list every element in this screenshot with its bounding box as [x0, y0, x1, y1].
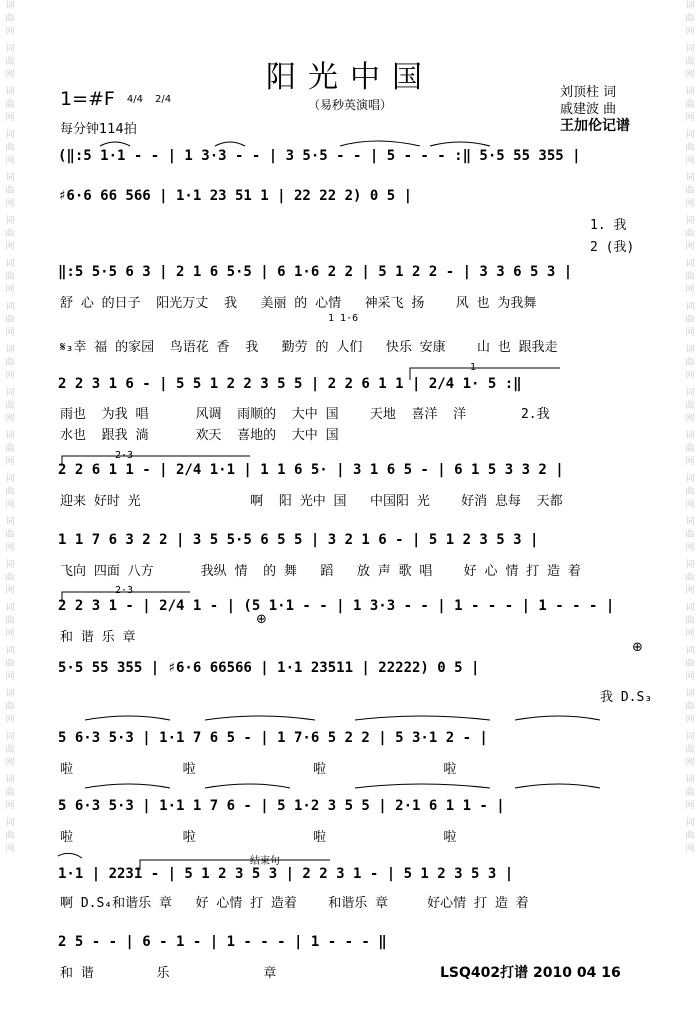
volta-bracket — [62, 456, 250, 466]
volta-bracket — [410, 368, 560, 380]
slur — [340, 141, 420, 146]
volta-1-label: 1 — [470, 362, 477, 373]
watermark-text: 词曲网 — [5, 603, 15, 639]
lyric-line-2b: 2 (我) — [590, 240, 635, 255]
watermark-text: 词曲网 — [685, 818, 695, 854]
lyric-line-12: 和 谐 乐 章 — [60, 966, 277, 981]
watermark-text: 词曲网 — [685, 87, 695, 123]
lyric-line-4b: 水也 跟我 淌 欢天 喜地的 大中 国 — [60, 428, 339, 443]
slur — [215, 142, 245, 146]
lyric-line-7: 和 谐 乐 章 — [60, 630, 136, 645]
watermark-text: 词曲网 — [5, 388, 15, 424]
watermark-text: 词曲网 — [685, 302, 695, 338]
notation-line-11: 1·1 | 2231 - | 5 1 2 3 5 3 | 2 2 3 1 - | 5 1 2 3 5 3 | — [58, 866, 514, 882]
watermark-text: 词曲网 — [685, 388, 695, 424]
watermark-text: 词曲网 — [685, 603, 695, 639]
watermark-text: 词曲网 — [5, 732, 15, 768]
watermark-text: 词曲网 — [685, 560, 695, 596]
volta-2-label: 2·3 — [115, 450, 134, 461]
key-label: 1=#F — [60, 88, 115, 110]
tempo-marking: 每分钟114拍 — [60, 122, 137, 137]
slur — [205, 716, 315, 720]
watermark-text: 词曲网 — [685, 173, 695, 209]
watermark-text: 词曲网 — [5, 560, 15, 596]
slur — [515, 716, 600, 720]
notation-line-4: 2 2 3 1 6 - | 5 5 1 2 2 3 5 5 | 2 2 6 1 1 | 2/4 1· 5 :‖ — [58, 376, 522, 392]
watermark-text: 词曲网 — [5, 431, 15, 467]
lyric-line-5: 迎来 好时 光 啊 阳 光中 国 中国阳 光 好消 息每 天都 — [60, 494, 563, 509]
transcriber: 王加伦记谱 — [560, 118, 630, 134]
watermark-text: 词曲网 — [685, 216, 695, 252]
watermark-text: 词曲网 — [5, 44, 15, 80]
notation-line-1: (‖:5 1·1 - - | 1 3·3 - - | 3 5·5 - - | 5 - - - :‖ 5·5 55 355 | — [58, 148, 581, 164]
lyric-line-2a: 1. 我 — [590, 218, 627, 233]
watermark-text: 词曲网 — [685, 431, 695, 467]
watermark-text: 词曲网 — [685, 689, 695, 725]
notation-line-8: 5·5 55 355 | ♯6·6 66566 | 1·1 23511 | 22222) 0 5 | — [58, 660, 480, 676]
notation-line-12: 2 5 - - | 6 - 1 - | 1 - - - | 1 - - - ‖ — [58, 934, 387, 950]
watermark-text: 词曲网 — [685, 646, 695, 682]
ending-bracket — [140, 860, 330, 870]
watermark-text: 词曲网 — [5, 689, 15, 725]
lyric-line-3a: 舒 心 的日子 阳光万丈 我 美丽 的 心情 神采飞 扬 风 也 为我舞 — [60, 296, 537, 311]
coda-icon-2: ⊕ — [632, 640, 643, 655]
time-signature-1: 4/4 — [126, 93, 143, 105]
slur — [515, 784, 600, 788]
ending-label: 结束句 — [250, 856, 280, 867]
slur — [355, 784, 490, 788]
watermark-text: 词曲网 — [685, 44, 695, 80]
lyric-line-9: 啦 啦 啦 啦 — [60, 762, 457, 777]
watermark-text: 词曲网 — [685, 775, 695, 811]
notation-line-6: 1 1 7 6 3 2 2 | 3 5 5·5 6 5 5 | 3 2 1 6 - | 5 1 2 3 5 3 | — [58, 532, 539, 548]
watermark-text: 词曲网 — [5, 517, 15, 553]
watermark-text: 词曲网 — [5, 345, 15, 381]
time-signature-2: 2/4 — [155, 93, 172, 105]
lyric-line-3b: 𝄋₃幸 福 的家园 鸟语花 香 我 勤劳 的 人们 快乐 安康 山 也 跟我走 — [60, 340, 558, 355]
notation-line-10: 5 6·3 5·3 | 1·1 1 7 6 - | 5 1·2 3 5 5 | 2·1 6 1 1 - | — [58, 798, 505, 814]
watermark-text: 词曲网 — [685, 517, 695, 553]
notation-line-5: 2 2 6 1 1 - | 2/4 1·1 | 1 1 6 5· | 3 1 6 5 - | 6 1 5 3 3 2 | — [58, 462, 564, 478]
watermark-text: 词曲网 — [5, 173, 15, 209]
notation-line-9: 5 6·3 5·3 | 1·1 7 6 5 - | 1 7·6 5 2 2 | 5 3·1 2 - | — [58, 730, 488, 746]
alt-notes-line-3: 1 1·6 — [328, 313, 359, 324]
slur — [355, 716, 490, 720]
watermark-text: 词曲网 — [5, 1, 15, 37]
lyric-line-10: 啦 啦 啦 啦 — [60, 830, 457, 845]
watermark-text: 词曲网 — [5, 474, 15, 510]
volta-bracket — [62, 592, 190, 602]
lyric-line-8: 我 D.S₃ — [600, 690, 653, 705]
watermark-text: 词曲网 — [5, 775, 15, 811]
tie — [58, 853, 82, 858]
watermark-text: 词曲网 — [685, 259, 695, 295]
composer: 戚建波 曲 — [560, 102, 617, 117]
coda-icon: ⊕ — [256, 612, 267, 627]
watermark-text: 词曲网 — [5, 87, 15, 123]
slur — [430, 142, 490, 146]
lyric-line-6: 飞向 四面 八方 我纵 情 的 舞 蹈 放 声 歌 唱 好 心 情 打 造 着 — [60, 564, 581, 579]
watermark-text: 词曲网 — [5, 216, 15, 252]
volta-3-label: 2·3 — [115, 585, 134, 596]
lyric-line-11: 啊 D.S₄和谐乐 章 好 心情 打 造着 和谐乐 章 好心情 打 造 着 — [60, 896, 529, 911]
notation-line-2: ♯6·6 66 566 | 1·1 23 51 1 | 22 22 2) 0 5 | — [58, 188, 413, 204]
lyric-line-4a: 雨也 为我 唱 风调 雨顺的 大中 国 天地 喜洋 洋 2.我 — [60, 407, 550, 422]
watermark-text: 词曲网 — [5, 259, 15, 295]
slur — [205, 784, 290, 788]
song-title: 阳光中国 — [266, 60, 434, 95]
watermark-text: 词曲网 — [5, 130, 15, 166]
notation-line-3: ‖:5 5·5 6 3 | 2 1 6 5·5 | 6 1·6 2 2 | 5 1 2 2 - | 3 3 6 5 3 | — [58, 264, 573, 280]
watermark-text: 词曲网 — [5, 302, 15, 338]
slur — [85, 716, 170, 720]
footer-credit: LSQ402打谱 2010 04 16 — [440, 965, 621, 981]
slur — [100, 142, 130, 146]
watermark-text: 词曲网 — [685, 130, 695, 166]
singer-credit: （易秒英演唱） — [307, 98, 392, 112]
watermark-text: 词曲网 — [685, 474, 695, 510]
watermark-text: 词曲网 — [685, 732, 695, 768]
watermark-text: 词曲网 — [5, 818, 15, 854]
watermark-text: 词曲网 — [5, 646, 15, 682]
lyricist: 刘顶柱 词 — [560, 85, 617, 100]
watermark-text: 词曲网 — [685, 345, 695, 381]
slur — [85, 784, 170, 788]
notation-line-7: 2 2 3 1 - | 2/4 1 - | (5 1·1 - - | 1 3·3 - - | 1 - - - | 1 - - - | — [58, 598, 615, 614]
watermark-text: 词曲网 — [685, 1, 695, 37]
